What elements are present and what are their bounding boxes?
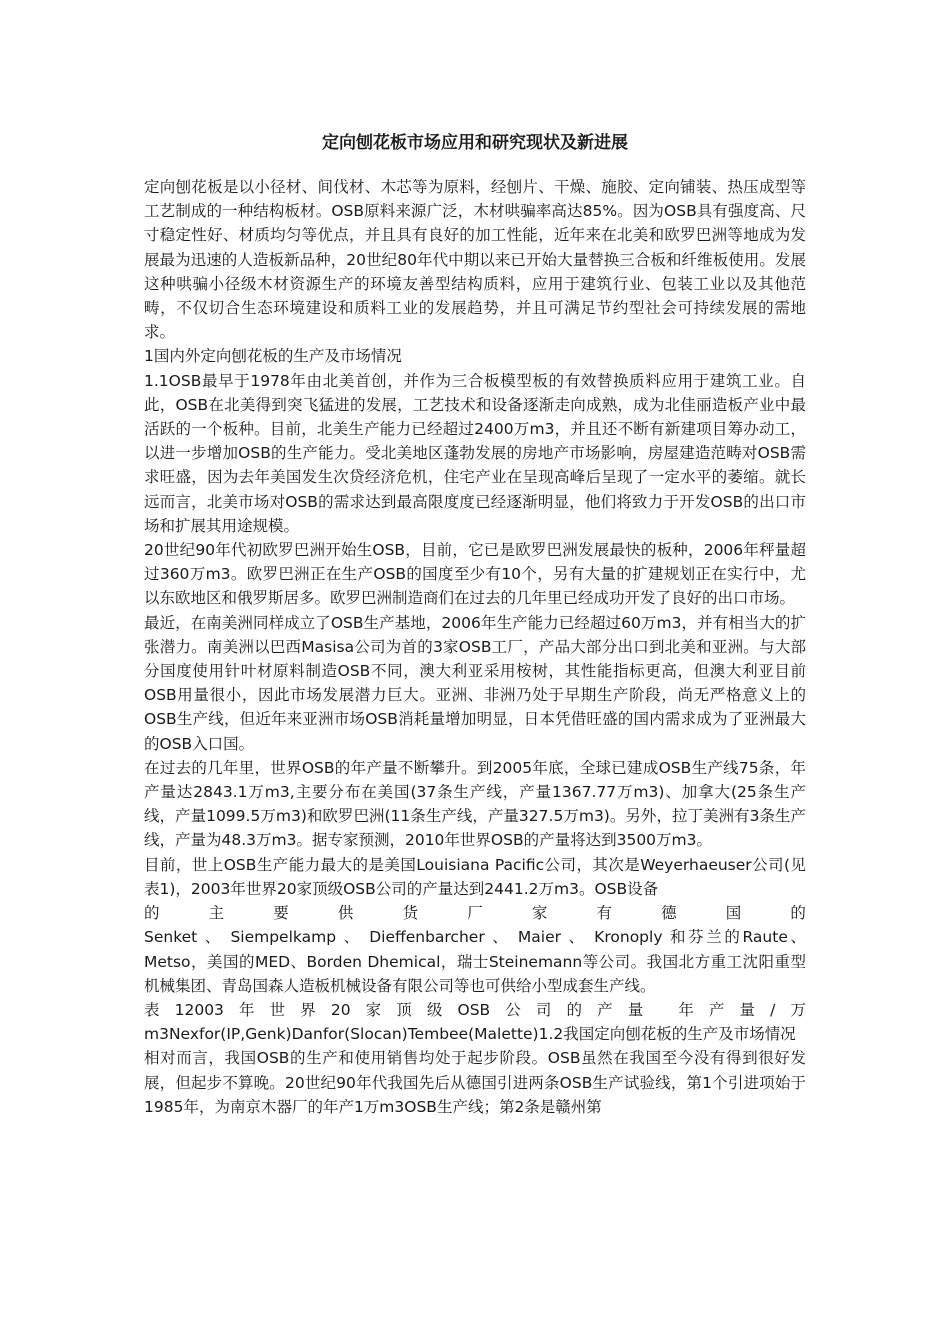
paragraph-world-production: 在过去的几年里，世界OSB的年产量不断攀升。到2005年底，全球已建成OSB生产线75条，年产量达2843.1万m3,主要分布在美国(37条生产线，产量1367.77万m3)、加拿大(25条生产线，产量1099.5万m3)和欧罗巴洲(11条生产线，产量327.5万m3)。另外，拉丁美洲有3条生产线，产量为48.3万m3。据专家预测，2010年世界OSB的产量将达到3500万m3。 bbox=[144, 758, 806, 850]
paragraph-china: 相对而言，我国OSB的生产和使用销售均处于起步阶段。OSB虽然在我国至今没有得到很好发展，但起步不算晚。20世纪90年代我国先后从德国引进两条OSB生产试验线，第1个引进项始于1985年，为南京木器厂的年产1万m3OSB生产线；第2条是赣州第 bbox=[144, 1049, 806, 1116]
paragraph-companies-part-a: 目前，世上OSB生产能力最大的是美国Louisiana Pacific公司，其次是Weyerhaeuser公司(见表1)，2003年世界20家顶级OSB公司的产量达到2441.2万m3。OSB设备 bbox=[144, 855, 806, 898]
intro-paragraph: 定向刨花板是以小径材、间伐材、木芯等为原料，经刨片、干燥、施胶、定向铺装、热压成型等工艺制成的一种结构板材。OSB原料来源广泛，木材哄骗率高达85%。因为OSB具有强度高、尺寸稳定性好、材质均匀等优点，并且具有良好的加工性能，近年来在北美和欧罗巴洲等地成为发展最为迅速的人造板新品种，20世纪80年代中期以来已开始大量替换三合板和纤维板使用。发展这种哄骗小径级木材资源生产的环境友善型结构质料，应用于建筑行业、包装工业以及其他范畴，不仅切合生态环境建设和质料工业的发展趋势，并且可满足节约型社会可持续发展的需地求。 bbox=[144, 178, 806, 342]
spread-char: 有 bbox=[596, 904, 612, 923]
spread-char: 供 bbox=[337, 904, 354, 923]
spread-char: 德 bbox=[661, 904, 677, 923]
spread-char: 货 bbox=[402, 904, 419, 923]
spread-char: 的 bbox=[144, 904, 160, 923]
document-title: 定向刨花板市场应用和研究现状及新进展 bbox=[322, 133, 628, 153]
paragraph-companies-part-b: Senket 、 Siempelkamp 、 Dieffenbarcher 、 Maier 、 Kronoply 和芬兰的Raute、Metso，美国的MED、Borden Dhemical，瑞士Steinemann等公司。我国北方重工沈阳重型机械集团、青岛国森人造板机械设备有限公司等也可供给小型成套生产线。 bbox=[144, 928, 806, 995]
paragraph-europe: 20世纪90年代初欧罗巴洲开始生OSB，目前，它已是欧罗巴洲发展最快的板种，2006年秤量超过360万m3。欧罗巴洲正在生产OSB的国度至少有10个，另有大量的扩建规划正在实行中，尤以东欧地区和俄罗斯居多。欧罗巴洲制造商们在过去的几年里已经成功开发了良好的出口市场。 bbox=[144, 541, 806, 608]
document-page bbox=[144, 131, 806, 1119]
spread-char: 主 bbox=[208, 904, 225, 923]
spread-line bbox=[144, 901, 806, 925]
paragraph-companies bbox=[144, 853, 806, 998]
spread-char: 的 bbox=[790, 904, 806, 923]
table-caption-paragraph: 表12003年世界20家顶级OSB公司的产量 年产量/万m3Nexfor(IP,Genk)Danfor(Slocan)Tembee(Malette)1.2我国定向刨花板的生产及市场情况 bbox=[144, 1000, 806, 1044]
spread-char: 国 bbox=[725, 904, 742, 923]
section-heading: 1国内外定向刨花板的生产及市场情况 bbox=[144, 347, 402, 366]
spread-char: 家 bbox=[531, 904, 548, 923]
spread-char: 要 bbox=[273, 904, 289, 923]
paragraph-north-america: 1.1OSB最早于1978年由北美首创，并作为三合板模型板的有效替换质料应用于建筑工业。自此，OSB在北美得到突飞猛进的发展，工艺技术和设备逐渐走向成熟，成为北佳丽造板产业中最活跃的一个板种。目前，北美生产能力已经超过2400万m3，并且还不断有新建项目筹办动工，以进一步增加OSB的生产能力。受北美地区蓬勃发展的房地产市场影响，房屋建造范畴对OSB需求旺盛，因为去年美国发生次贷经济危机，住宅产业在呈现高峰后呈现了一定水平的萎缩。就长远而言，北美市场对OSB的需求达到最高限度度已经逐渐明显，他们将致力于开发OSB的出口市场和扩展其用途规模。 bbox=[144, 371, 806, 535]
spread-char: 厂 bbox=[467, 904, 483, 923]
paragraph-south-america: 最近，在南美洲同样成立了OSB生产基地，2006年生产能力已经超过60万m3，并有相当大的扩张潜力。南美洲以巴西Masisa公司为首的3家OSB工厂，产品大部分出口到北美和亚洲。与大部分国度使用针叶材原料制造OSB不同，澳大利亚采用桉树，其性能指标更高，但澳大利亚目前OSB用量很小，因此市场发展潜力巨大。亚洲、非洲乃处于早期生产阶段，尚无严格意义上的OSB生产线，但近年来亚洲市场OSB消耗量增加明显，日本凭借旺盛的国内需求成为了亚洲最大的OSB入口国。 bbox=[144, 613, 806, 753]
